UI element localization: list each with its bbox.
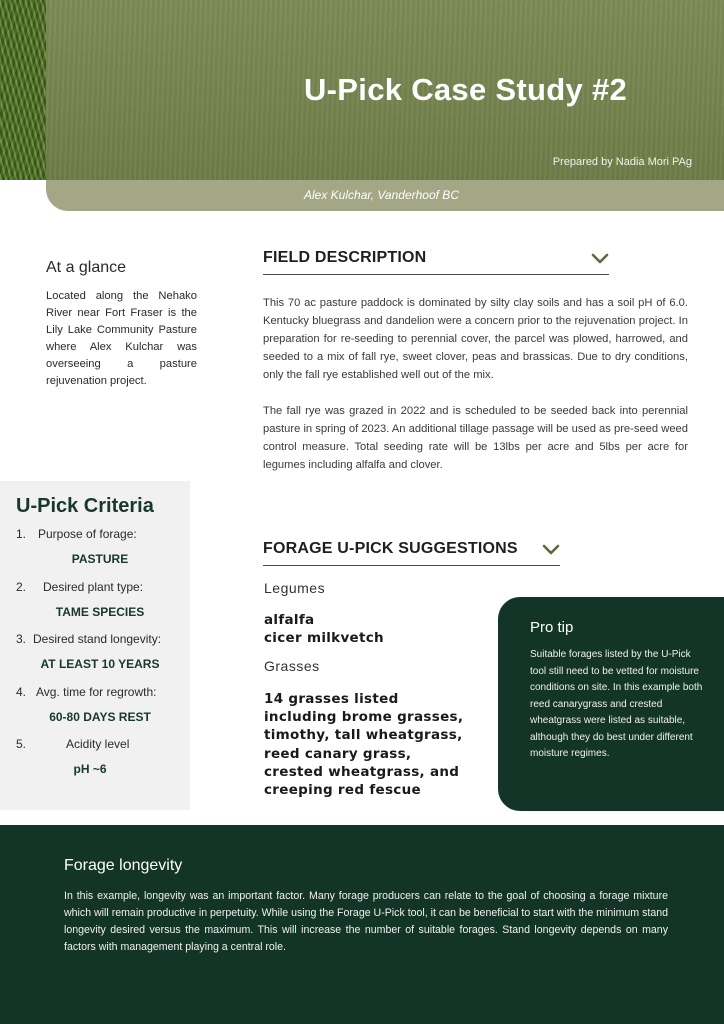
criteria-value: PASTURE	[71, 552, 129, 566]
chevron-down-icon[interactable]	[542, 543, 560, 555]
list-item: 14 grasses listed	[264, 691, 399, 707]
grasses-label: Grasses	[264, 658, 320, 674]
criteria-number: 4.	[16, 684, 27, 699]
pro-tip-title: Pro tip	[530, 619, 574, 636]
list-item: crested wheatgrass, and	[264, 763, 460, 780]
field-description-title: FIELD DESCRIPTION	[263, 249, 427, 266]
list-item: cicer milkvetch	[264, 630, 384, 647]
criteria-item	[0, 628, 190, 681]
criteria-item	[0, 576, 190, 629]
chevron-down-icon[interactable]	[591, 252, 609, 264]
field-paragraph-2: The fall rye was grazed in 2022 and is scheduled to be seeded back into perennial pasture in spring of 2023. An additional tillage passage will be used as pre-seed weed control measure. Total seeding rate will be 13lbs per acre and 5lbs per acre for legumes including alfalfa and clover.	[263, 405, 688, 471]
criteria-label: Desired stand longevity:	[33, 632, 162, 646]
criteria-number: 5.	[16, 737, 27, 751]
criteria-number: 2.	[16, 579, 27, 594]
page-title: U-Pick Case Study #2	[304, 72, 628, 107]
list-item: including brome grasses,	[264, 709, 464, 726]
suggestions-heading	[263, 540, 560, 566]
criteria-number: 3.	[16, 632, 27, 646]
criteria-number: 1.	[16, 527, 27, 541]
criteria-label: Desired plant type:	[43, 579, 144, 594]
glance-heading: At a glance	[46, 259, 127, 276]
criteria-item	[0, 523, 190, 576]
author-credit: Prepared by Nadia Mori PAg	[552, 156, 692, 168]
field-paragraph-1: This 70 ac pasture paddock is dominated by silty clay soils and has a soil pH of 6.0. Kentucky bluegrass and dandelion were a concern prior to the rejuvenation project. In preparation for re-seeding to perennial cover, the parcel was plowed, harrowed, and seeded to a mix of fall rye, sweet clover, peas and brassicas. Due to dry conditions, only the fall rye established well out of the mix.	[263, 297, 688, 381]
criteria-panel	[0, 481, 190, 810]
glance-text: Located along the Nehako River near Fort Fraser is the Lily Lake Community Pasture where Alex Kulchar was overseeing a pasture rejuvenation project.	[46, 290, 197, 387]
criteria-item	[0, 733, 190, 786]
pro-tip-text: Suitable forages listed by the U-Pick tool still need to be vetted for moisture conditions on site. In this example both reed canarygrass and crested wheatgrass were listed as suitable, although they do best under different moisture regimes.	[530, 649, 703, 759]
grasses-list	[264, 690, 494, 799]
location-text: Alex Kulchar, Vanderhoof BC	[304, 188, 459, 202]
criteria-list	[0, 523, 190, 786]
location-bar	[46, 180, 724, 211]
criteria-value: AT LEAST 10 YEARS	[40, 657, 160, 671]
field-description-heading	[263, 249, 609, 275]
list-item: alfalfa	[264, 612, 315, 628]
footer-text: In this example, longevity was an important factor. Many forage producers can relate to the goal of choosing a forage mixture which will remain productive in perpetuity. While using the Forage U-Pick tool, it can be beneficial to start with the minimum stand longevity desired versus the maximum. This will increase the number of suitable forages. Stand longevity depends on many factors with management playing a central role.	[64, 890, 668, 953]
criteria-item	[0, 681, 190, 734]
footer-title: Forage longevity	[64, 857, 183, 874]
list-item: timothy, tall wheatgrass,	[264, 727, 463, 744]
field-description-body	[263, 294, 688, 474]
list-item: creeping red fescue	[264, 782, 421, 799]
header-banner	[0, 0, 724, 180]
criteria-label: Purpose of forage:	[38, 527, 137, 541]
suggestions-title: FORAGE U-PICK SUGGESTIONS	[263, 540, 518, 557]
grass-photo-strip	[0, 0, 46, 180]
criteria-value: TAME SPECIES	[55, 604, 145, 619]
criteria-value: pH ~6	[73, 762, 107, 776]
legumes-label: Legumes	[264, 580, 326, 596]
criteria-label: Acidity level	[66, 737, 130, 751]
legumes-list	[264, 611, 494, 647]
footer-section	[0, 825, 724, 1024]
pro-tip-card	[498, 597, 724, 811]
list-item: reed canary grass,	[264, 745, 412, 762]
criteria-label: Avg. time for regrowth:	[36, 684, 157, 699]
criteria-title: U-Pick Criteria	[16, 495, 154, 517]
criteria-value: 60-80 DAYS REST	[49, 709, 151, 724]
